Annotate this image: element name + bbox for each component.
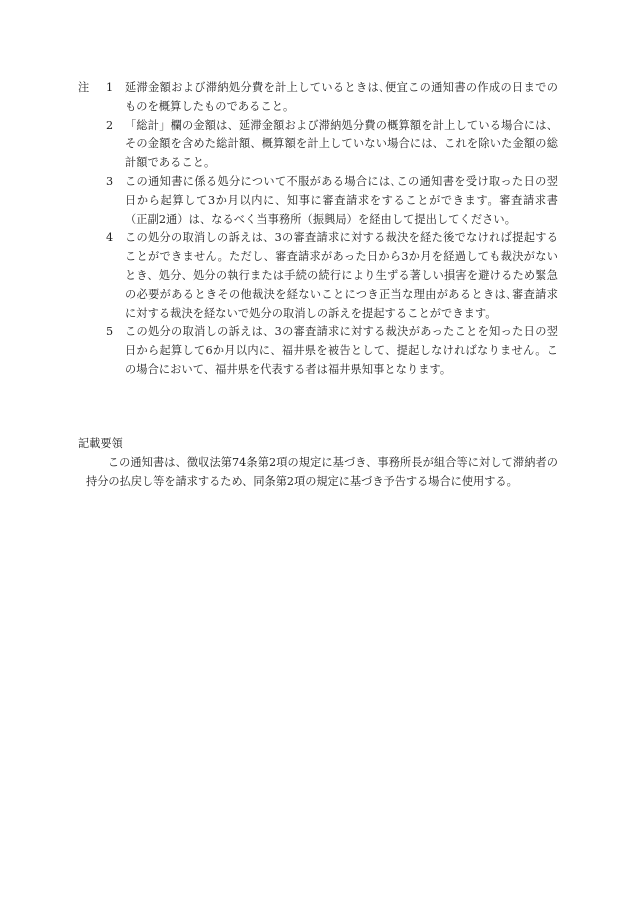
note-number: 1 xyxy=(105,81,114,94)
note-text: 「総計」欄の金額は、延滞金額および滞納処分費の概算額を計上している場合には、その金額を含めた総計額、概算額を計上していない場合には、これを除いた金額の総計額であること。 xyxy=(125,118,558,170)
note-item-5 xyxy=(78,323,558,379)
instructions-section xyxy=(78,435,558,491)
note-item-4 xyxy=(78,229,558,323)
note-item-3 xyxy=(78,173,558,229)
instructions-body: この通知書は、徴収法第74条第2項の規定に基づき、事務所長が組合等に対して滞納者の持分の払戻し等を請求するため、同条第2項の規定に基づき予告する場合に使用する。 xyxy=(86,455,558,488)
note-number: 4 xyxy=(105,231,114,245)
note-text: この処分の取消しの訴えは、3の審査請求に対する裁決を経た後でなければ提起することができません。ただし、審査請求があった日から3か月を経過しても裁決がないとき、処分、処分の執行または手続の続行により生ずる著しい損害を避けるため緊急の必要があるときその他裁決を経ないことにつき正当な理由があるときは､審査請求に対する裁決を経ないで処分の取消しの訴えを提起することができます。 xyxy=(125,231,558,320)
notes-label: 注 xyxy=(78,81,90,94)
note-item-2 xyxy=(78,117,558,173)
note-number: 3 xyxy=(105,174,114,188)
note-item-1 xyxy=(78,79,558,117)
note-number: 5 xyxy=(105,325,114,339)
instructions-heading: 記載要領 xyxy=(78,437,123,450)
note-text: この通知書に係る処分について不服がある場合には､この通知書を受け取った日の翌日から起算して3か月以内に、知事に審査請求をすることができます。審査請求書（正副2通）は、なるべく当事務所（振興局）を経由して提出してください。 xyxy=(125,174,558,226)
note-text: この処分の取消しの訴えは、3の審査請求に対する裁決があったことを知った日の翌日から起算して6か月以内に、福井県を被告として、提起しなければなりません。この場合において、福井県を代表する者は福井県知事となります。 xyxy=(125,325,558,376)
notes-section xyxy=(78,79,558,380)
note-number: 2 xyxy=(105,118,114,132)
note-text: 延滞金額および滞納処分費を計上しているときは､便宜この通知書の作成の日までのものを概算したものであること。 xyxy=(125,81,558,113)
